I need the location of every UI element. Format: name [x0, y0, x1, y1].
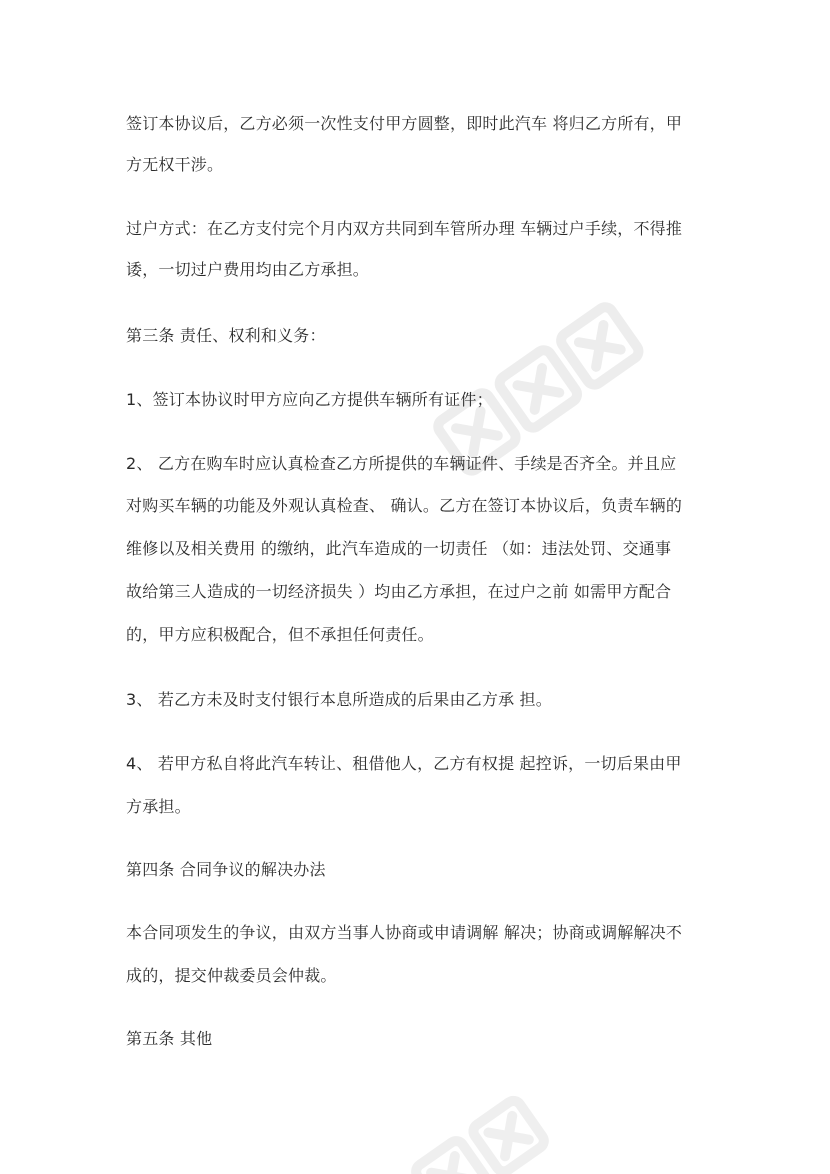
text-line: 签订本协议后，乙方必须一次性支付甲方圆整，即时此汽车 将归乙方所有，甲: [126, 114, 683, 133]
text-line: 3、 若乙方未及时支付银行本息所造成的后果由乙方承 担。: [126, 690, 552, 709]
text-line: 1、签订本协议时甲方应向乙方提供车辆所有证件；: [126, 390, 493, 409]
text-line: 维修以及相关费用 的缴纳，此汽车造成的一切责任 （如：违法处罚、交通事: [126, 539, 672, 558]
watermark-logo-bottom: [390, 1080, 590, 1174]
text-line: 4、 若甲方私自将此汽车转让、租借他人，乙方有权提 起控诉，一切后果由甲: [126, 754, 682, 773]
text-line: 的，甲方应积极配合，但不承担任何责任。: [126, 625, 434, 644]
text-line: 过户方式：在乙方支付完个月内双方共同到车管所办理 车辆过户手续，不得推: [126, 219, 683, 238]
text-line: 故给第三人造成的一切经济损失 ）均由乙方承担，在过户之前 如需甲方配合: [126, 582, 672, 601]
text-line: 成的，提交仲裁委员会仲裁。: [126, 966, 337, 985]
section-heading: 第三条 责任、权利和义务：: [126, 326, 326, 345]
section-heading: 第四条 合同争议的解决办法: [126, 860, 326, 879]
text-line: 诿，一切过户费用均由乙方承担。: [126, 260, 370, 279]
text-line: 方无权干涉。: [126, 155, 224, 174]
text-line: 对购买车辆的功能及外观认真检查、 确认。乙方在签订本协议后，负责车辆的: [126, 496, 683, 515]
text-line: 方承担。: [126, 797, 191, 816]
text-line: 本合同项发生的争议，由双方当事人协商或申请调解 解决；协商或调解解决不: [126, 923, 683, 942]
text-line: 2、 乙方在购车时应认真检查乙方所提供的车辆证件、手续是否齐全。并且应: [126, 454, 677, 473]
section-heading: 第五条 其他: [126, 1029, 213, 1048]
